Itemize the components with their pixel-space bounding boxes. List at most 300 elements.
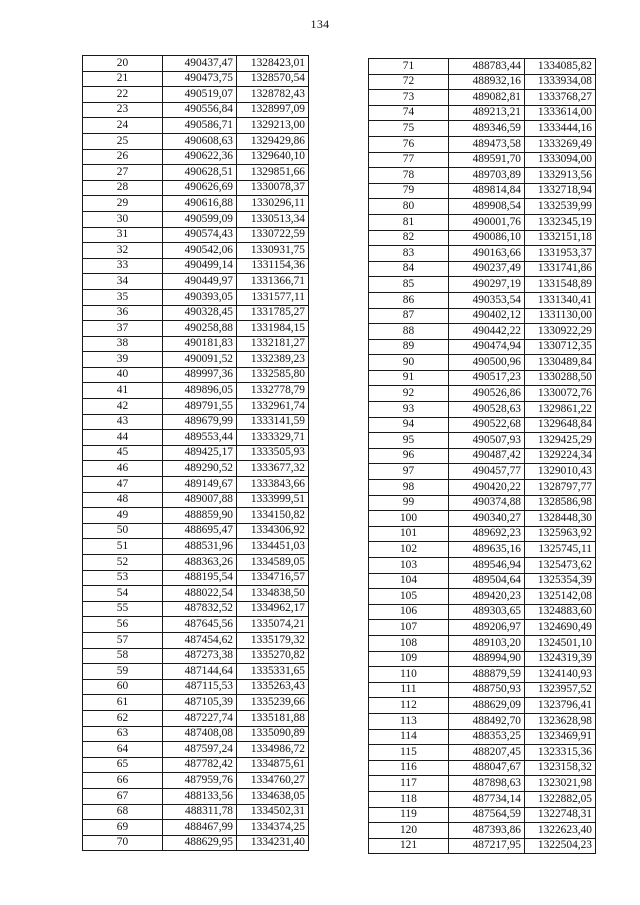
y-coordinate-cell: 1331741,86 bbox=[525, 261, 596, 277]
y-coordinate-cell: 1331340,41 bbox=[525, 292, 596, 308]
y-coordinate-cell: 1329640,10 bbox=[237, 149, 309, 165]
y-coordinate-cell: 1332913,56 bbox=[525, 168, 596, 184]
point-number-cell: 30 bbox=[83, 211, 163, 227]
point-number-cell: 74 bbox=[369, 105, 449, 121]
x-coordinate-cell: 489425,17 bbox=[163, 445, 237, 461]
point-number-cell: 113 bbox=[369, 713, 449, 729]
point-number-cell: 40 bbox=[83, 367, 163, 383]
x-coordinate-cell: 490599,09 bbox=[163, 211, 237, 227]
x-coordinate-cell: 490402,12 bbox=[449, 308, 525, 324]
point-number-cell: 88 bbox=[369, 324, 449, 340]
point-number-cell: 50 bbox=[83, 523, 163, 539]
table-row bbox=[83, 289, 309, 305]
y-coordinate-cell: 1334306,92 bbox=[237, 523, 309, 539]
table-row bbox=[369, 261, 596, 277]
y-coordinate-cell: 1322882,05 bbox=[525, 791, 596, 807]
table-row bbox=[83, 617, 309, 633]
point-number-cell: 55 bbox=[83, 601, 163, 617]
point-number-cell: 66 bbox=[83, 773, 163, 789]
point-number-cell: 78 bbox=[369, 168, 449, 184]
x-coordinate-cell: 487217,95 bbox=[449, 838, 525, 854]
y-coordinate-cell: 1331953,37 bbox=[525, 246, 596, 262]
point-number-cell: 73 bbox=[369, 90, 449, 106]
x-coordinate-cell: 490237,49 bbox=[449, 261, 525, 277]
point-number-cell: 102 bbox=[369, 542, 449, 558]
y-coordinate-cell: 1330296,11 bbox=[237, 196, 309, 212]
x-coordinate-cell: 488783,44 bbox=[449, 59, 525, 75]
table-row bbox=[369, 308, 596, 324]
y-coordinate-cell: 1328586,98 bbox=[525, 495, 596, 511]
point-number-cell: 99 bbox=[369, 495, 449, 511]
table-row bbox=[83, 87, 309, 103]
table-row bbox=[369, 745, 596, 761]
point-number-cell: 72 bbox=[369, 74, 449, 90]
y-coordinate-cell: 1333999,51 bbox=[237, 492, 309, 508]
y-coordinate-cell: 1331577,11 bbox=[237, 289, 309, 305]
point-number-cell: 56 bbox=[83, 617, 163, 633]
table-row bbox=[369, 495, 596, 511]
point-number-cell: 52 bbox=[83, 555, 163, 571]
table-row bbox=[369, 230, 596, 246]
table-row bbox=[83, 601, 309, 617]
point-number-cell: 44 bbox=[83, 430, 163, 446]
x-coordinate-cell: 488353,25 bbox=[449, 729, 525, 745]
point-number-cell: 100 bbox=[369, 511, 449, 527]
table-row bbox=[83, 118, 309, 134]
table-row bbox=[83, 570, 309, 586]
point-number-cell: 65 bbox=[83, 757, 163, 773]
table-row bbox=[369, 729, 596, 745]
coordinates-table-left bbox=[82, 55, 309, 851]
y-coordinate-cell: 1335270,82 bbox=[237, 648, 309, 664]
y-coordinate-cell: 1331130,00 bbox=[525, 308, 596, 324]
y-coordinate-cell: 1323021,98 bbox=[525, 776, 596, 792]
y-coordinate-cell: 1334589,05 bbox=[237, 555, 309, 571]
page-number: 134 bbox=[310, 17, 330, 31]
y-coordinate-cell: 1328997,09 bbox=[237, 102, 309, 118]
y-coordinate-cell: 1329648,84 bbox=[525, 417, 596, 433]
x-coordinate-cell: 490542,06 bbox=[163, 243, 237, 259]
point-number-cell: 33 bbox=[83, 258, 163, 274]
y-coordinate-cell: 1335090,89 bbox=[237, 726, 309, 742]
point-number-cell: 96 bbox=[369, 448, 449, 464]
y-coordinate-cell: 1334986,72 bbox=[237, 742, 309, 758]
point-number-cell: 49 bbox=[83, 508, 163, 524]
point-number-cell: 91 bbox=[369, 370, 449, 386]
point-number-cell: 58 bbox=[83, 648, 163, 664]
point-number-cell: 71 bbox=[369, 59, 449, 75]
table-row bbox=[83, 492, 309, 508]
x-coordinate-cell: 487782,42 bbox=[163, 757, 237, 773]
y-coordinate-cell: 1333934,08 bbox=[525, 74, 596, 90]
x-coordinate-cell: 487227,74 bbox=[163, 710, 237, 726]
table-row bbox=[83, 258, 309, 274]
y-coordinate-cell: 1334451,03 bbox=[237, 539, 309, 555]
point-number-cell: 94 bbox=[369, 417, 449, 433]
point-number-cell: 42 bbox=[83, 399, 163, 415]
x-coordinate-cell: 490420,22 bbox=[449, 480, 525, 496]
y-coordinate-cell: 1332961,74 bbox=[237, 399, 309, 415]
y-coordinate-cell: 1335263,43 bbox=[237, 679, 309, 695]
y-coordinate-cell: 1335179,32 bbox=[237, 632, 309, 648]
point-number-cell: 79 bbox=[369, 183, 449, 199]
y-coordinate-cell: 1331984,15 bbox=[237, 321, 309, 337]
table-row bbox=[369, 74, 596, 90]
table-row bbox=[369, 713, 596, 729]
point-number-cell: 81 bbox=[369, 214, 449, 230]
point-number-cell: 101 bbox=[369, 526, 449, 542]
y-coordinate-cell: 1329213,00 bbox=[237, 118, 309, 134]
x-coordinate-cell: 489635,16 bbox=[449, 542, 525, 558]
table-row bbox=[369, 448, 596, 464]
y-coordinate-cell: 1322748,31 bbox=[525, 807, 596, 823]
y-coordinate-cell: 1334716,57 bbox=[237, 570, 309, 586]
y-coordinate-cell: 1329425,29 bbox=[525, 433, 596, 449]
y-coordinate-cell: 1330712,35 bbox=[525, 339, 596, 355]
point-number-cell: 35 bbox=[83, 289, 163, 305]
y-coordinate-cell: 1324140,93 bbox=[525, 667, 596, 683]
table-row bbox=[83, 508, 309, 524]
table-row bbox=[83, 102, 309, 118]
x-coordinate-cell: 488492,70 bbox=[449, 713, 525, 729]
point-number-cell: 53 bbox=[83, 570, 163, 586]
x-coordinate-cell: 490437,47 bbox=[163, 56, 237, 72]
table-row bbox=[83, 710, 309, 726]
point-number-cell: 104 bbox=[369, 573, 449, 589]
x-coordinate-cell: 489420,23 bbox=[449, 589, 525, 605]
x-coordinate-cell: 490522,68 bbox=[449, 417, 525, 433]
x-coordinate-cell: 490626,69 bbox=[163, 180, 237, 196]
table-row bbox=[369, 370, 596, 386]
y-coordinate-cell: 1333141,59 bbox=[237, 414, 309, 430]
x-coordinate-cell: 490297,19 bbox=[449, 277, 525, 293]
table-row bbox=[83, 523, 309, 539]
x-coordinate-cell: 490507,93 bbox=[449, 433, 525, 449]
table-row bbox=[83, 648, 309, 664]
y-coordinate-cell: 1333094,00 bbox=[525, 152, 596, 168]
x-coordinate-cell: 488531,96 bbox=[163, 539, 237, 555]
table-row bbox=[83, 336, 309, 352]
x-coordinate-cell: 488363,26 bbox=[163, 555, 237, 571]
table-row bbox=[83, 461, 309, 477]
x-coordinate-cell: 489103,20 bbox=[449, 635, 525, 651]
table-row bbox=[369, 339, 596, 355]
x-coordinate-cell: 489504,64 bbox=[449, 573, 525, 589]
y-coordinate-cell: 1325963,92 bbox=[525, 526, 596, 542]
table-row bbox=[369, 402, 596, 418]
y-coordinate-cell: 1334760,27 bbox=[237, 773, 309, 789]
table-row bbox=[83, 726, 309, 742]
y-coordinate-cell: 1334085,82 bbox=[525, 59, 596, 75]
table-row bbox=[369, 511, 596, 527]
y-coordinate-cell: 1323957,52 bbox=[525, 682, 596, 698]
y-coordinate-cell: 1325354,39 bbox=[525, 573, 596, 589]
table-row bbox=[369, 823, 596, 839]
point-number-cell: 115 bbox=[369, 745, 449, 761]
point-number-cell: 63 bbox=[83, 726, 163, 742]
point-number-cell: 31 bbox=[83, 227, 163, 243]
y-coordinate-cell: 1325142,08 bbox=[525, 589, 596, 605]
point-number-cell: 108 bbox=[369, 635, 449, 651]
table-row bbox=[83, 695, 309, 711]
point-number-cell: 61 bbox=[83, 695, 163, 711]
y-coordinate-cell: 1332389,23 bbox=[237, 352, 309, 368]
point-number-cell: 37 bbox=[83, 321, 163, 337]
y-coordinate-cell: 1329851,66 bbox=[237, 165, 309, 181]
x-coordinate-cell: 489007,88 bbox=[163, 492, 237, 508]
y-coordinate-cell: 1333444,16 bbox=[525, 121, 596, 137]
x-coordinate-cell: 489703,89 bbox=[449, 168, 525, 184]
x-coordinate-cell: 488879,59 bbox=[449, 667, 525, 683]
point-number-cell: 25 bbox=[83, 133, 163, 149]
table-row bbox=[83, 227, 309, 243]
table-row bbox=[369, 90, 596, 106]
table-row bbox=[369, 682, 596, 698]
point-number-cell: 76 bbox=[369, 136, 449, 152]
point-number-cell: 112 bbox=[369, 698, 449, 714]
y-coordinate-cell: 1330489,84 bbox=[525, 355, 596, 371]
y-coordinate-cell: 1324501,10 bbox=[525, 635, 596, 651]
point-number-cell: 82 bbox=[369, 230, 449, 246]
table-row bbox=[83, 430, 309, 446]
x-coordinate-cell: 489553,44 bbox=[163, 430, 237, 446]
y-coordinate-cell: 1325473,62 bbox=[525, 558, 596, 574]
x-coordinate-cell: 490616,88 bbox=[163, 196, 237, 212]
table-row bbox=[369, 292, 596, 308]
point-number-cell: 21 bbox=[83, 71, 163, 87]
y-coordinate-cell: 1323469,91 bbox=[525, 729, 596, 745]
y-coordinate-cell: 1334962,17 bbox=[237, 601, 309, 617]
table-row bbox=[369, 464, 596, 480]
table-row bbox=[369, 59, 596, 75]
x-coordinate-cell: 490163,66 bbox=[449, 246, 525, 262]
x-coordinate-cell: 490328,45 bbox=[163, 305, 237, 321]
y-coordinate-cell: 1323796,41 bbox=[525, 698, 596, 714]
x-coordinate-cell: 490499,14 bbox=[163, 258, 237, 274]
y-coordinate-cell: 1330922,29 bbox=[525, 324, 596, 340]
table-row bbox=[83, 71, 309, 87]
point-number-cell: 105 bbox=[369, 589, 449, 605]
table-row bbox=[83, 679, 309, 695]
y-coordinate-cell: 1334875,61 bbox=[237, 757, 309, 773]
x-coordinate-cell: 489896,05 bbox=[163, 383, 237, 399]
point-number-cell: 117 bbox=[369, 776, 449, 792]
table-row bbox=[369, 620, 596, 636]
table-row bbox=[369, 604, 596, 620]
table-row bbox=[83, 586, 309, 602]
point-number-cell: 93 bbox=[369, 402, 449, 418]
x-coordinate-cell: 489082,81 bbox=[449, 90, 525, 106]
y-coordinate-cell: 1328423,01 bbox=[237, 56, 309, 72]
point-number-cell: 107 bbox=[369, 620, 449, 636]
table-row bbox=[369, 807, 596, 823]
table-row bbox=[83, 773, 309, 789]
x-coordinate-cell: 488629,95 bbox=[163, 835, 237, 851]
y-coordinate-cell: 1324883,60 bbox=[525, 604, 596, 620]
x-coordinate-cell: 487408,08 bbox=[163, 726, 237, 742]
point-number-cell: 97 bbox=[369, 464, 449, 480]
point-number-cell: 85 bbox=[369, 277, 449, 293]
y-coordinate-cell: 1330072,76 bbox=[525, 386, 596, 402]
x-coordinate-cell: 490608,63 bbox=[163, 133, 237, 149]
y-coordinate-cell: 1331154,36 bbox=[237, 258, 309, 274]
point-number-cell: 80 bbox=[369, 199, 449, 215]
point-number-cell: 27 bbox=[83, 165, 163, 181]
table-row bbox=[369, 386, 596, 402]
point-number-cell: 68 bbox=[83, 804, 163, 820]
x-coordinate-cell: 490374,88 bbox=[449, 495, 525, 511]
table-row bbox=[369, 698, 596, 714]
y-coordinate-cell: 1332151,18 bbox=[525, 230, 596, 246]
x-coordinate-cell: 490181,83 bbox=[163, 336, 237, 352]
x-coordinate-cell: 489791,55 bbox=[163, 399, 237, 415]
table-row bbox=[369, 152, 596, 168]
table-row bbox=[369, 573, 596, 589]
x-coordinate-cell: 490457,77 bbox=[449, 464, 525, 480]
point-number-cell: 69 bbox=[83, 820, 163, 836]
x-coordinate-cell: 489346,59 bbox=[449, 121, 525, 137]
x-coordinate-cell: 490574,43 bbox=[163, 227, 237, 243]
point-number-cell: 57 bbox=[83, 632, 163, 648]
x-coordinate-cell: 487832,52 bbox=[163, 601, 237, 617]
point-number-cell: 29 bbox=[83, 196, 163, 212]
x-coordinate-cell: 490258,88 bbox=[163, 321, 237, 337]
point-number-cell: 46 bbox=[83, 461, 163, 477]
point-number-cell: 70 bbox=[83, 835, 163, 851]
point-number-cell: 38 bbox=[83, 336, 163, 352]
point-number-cell: 110 bbox=[369, 667, 449, 683]
point-number-cell: 106 bbox=[369, 604, 449, 620]
x-coordinate-cell: 488932,16 bbox=[449, 74, 525, 90]
table-row bbox=[83, 274, 309, 290]
table-row bbox=[83, 383, 309, 399]
table-row bbox=[369, 121, 596, 137]
y-coordinate-cell: 1333329,71 bbox=[237, 430, 309, 446]
point-number-cell: 98 bbox=[369, 480, 449, 496]
y-coordinate-cell: 1332539,99 bbox=[525, 199, 596, 215]
x-coordinate-cell: 490622,36 bbox=[163, 149, 237, 165]
point-number-cell: 121 bbox=[369, 838, 449, 854]
table-row bbox=[369, 214, 596, 230]
point-number-cell: 23 bbox=[83, 102, 163, 118]
x-coordinate-cell: 488133,56 bbox=[163, 788, 237, 804]
point-number-cell: 119 bbox=[369, 807, 449, 823]
table-row bbox=[83, 180, 309, 196]
point-number-cell: 109 bbox=[369, 651, 449, 667]
x-coordinate-cell: 490086,10 bbox=[449, 230, 525, 246]
table-row bbox=[369, 183, 596, 199]
point-number-cell: 28 bbox=[83, 180, 163, 196]
x-coordinate-cell: 487393,86 bbox=[449, 823, 525, 839]
x-coordinate-cell: 490528,63 bbox=[449, 402, 525, 418]
x-coordinate-cell: 488695,47 bbox=[163, 523, 237, 539]
x-coordinate-cell: 489814,84 bbox=[449, 183, 525, 199]
point-number-cell: 95 bbox=[369, 433, 449, 449]
y-coordinate-cell: 1334638,05 bbox=[237, 788, 309, 804]
y-coordinate-cell: 1330722,59 bbox=[237, 227, 309, 243]
table-row bbox=[83, 399, 309, 415]
table-row bbox=[83, 539, 309, 555]
x-coordinate-cell: 490353,54 bbox=[449, 292, 525, 308]
x-coordinate-cell: 487454,62 bbox=[163, 632, 237, 648]
table-row bbox=[369, 635, 596, 651]
x-coordinate-cell: 489692,23 bbox=[449, 526, 525, 542]
y-coordinate-cell: 1324319,39 bbox=[525, 651, 596, 667]
x-coordinate-cell: 489546,94 bbox=[449, 558, 525, 574]
point-number-cell: 90 bbox=[369, 355, 449, 371]
point-number-cell: 86 bbox=[369, 292, 449, 308]
y-coordinate-cell: 1329861,22 bbox=[525, 402, 596, 418]
x-coordinate-cell: 488629,09 bbox=[449, 698, 525, 714]
point-number-cell: 116 bbox=[369, 760, 449, 776]
table-row bbox=[83, 477, 309, 493]
y-coordinate-cell: 1334150,82 bbox=[237, 508, 309, 524]
y-coordinate-cell: 1330513,34 bbox=[237, 211, 309, 227]
point-number-cell: 111 bbox=[369, 682, 449, 698]
point-number-cell: 34 bbox=[83, 274, 163, 290]
table-row bbox=[369, 105, 596, 121]
table-row bbox=[83, 757, 309, 773]
x-coordinate-cell: 487734,14 bbox=[449, 791, 525, 807]
x-coordinate-cell: 487105,39 bbox=[163, 695, 237, 711]
table-row bbox=[369, 667, 596, 683]
y-coordinate-cell: 1332181,27 bbox=[237, 336, 309, 352]
point-number-cell: 120 bbox=[369, 823, 449, 839]
y-coordinate-cell: 1328797,77 bbox=[525, 480, 596, 496]
point-number-cell: 59 bbox=[83, 664, 163, 680]
point-number-cell: 45 bbox=[83, 445, 163, 461]
table-row bbox=[369, 760, 596, 776]
table-row bbox=[369, 542, 596, 558]
table-row bbox=[83, 352, 309, 368]
y-coordinate-cell: 1332778,79 bbox=[237, 383, 309, 399]
x-coordinate-cell: 490091,52 bbox=[163, 352, 237, 368]
x-coordinate-cell: 490473,75 bbox=[163, 71, 237, 87]
y-coordinate-cell: 1335181,88 bbox=[237, 710, 309, 726]
x-coordinate-cell: 489290,52 bbox=[163, 461, 237, 477]
y-coordinate-cell: 1330078,37 bbox=[237, 180, 309, 196]
table-row bbox=[83, 367, 309, 383]
y-coordinate-cell: 1332345,19 bbox=[525, 214, 596, 230]
x-coordinate-cell: 487898,63 bbox=[449, 776, 525, 792]
point-number-cell: 22 bbox=[83, 87, 163, 103]
y-coordinate-cell: 1328448,30 bbox=[525, 511, 596, 527]
y-coordinate-cell: 1333614,00 bbox=[525, 105, 596, 121]
point-number-cell: 84 bbox=[369, 261, 449, 277]
table-row bbox=[83, 133, 309, 149]
table-row bbox=[83, 211, 309, 227]
y-coordinate-cell: 1328570,54 bbox=[237, 71, 309, 87]
x-coordinate-cell: 488859,90 bbox=[163, 508, 237, 524]
x-coordinate-cell: 489206,97 bbox=[449, 620, 525, 636]
y-coordinate-cell: 1333768,27 bbox=[525, 90, 596, 106]
y-coordinate-cell: 1333843,66 bbox=[237, 477, 309, 493]
table-row bbox=[83, 804, 309, 820]
point-number-cell: 92 bbox=[369, 386, 449, 402]
x-coordinate-cell: 490393,05 bbox=[163, 289, 237, 305]
table-row bbox=[369, 324, 596, 340]
x-coordinate-cell: 490628,51 bbox=[163, 165, 237, 181]
x-coordinate-cell: 489303,65 bbox=[449, 604, 525, 620]
x-coordinate-cell: 490487,42 bbox=[449, 448, 525, 464]
point-number-cell: 47 bbox=[83, 477, 163, 493]
x-coordinate-cell: 487273,38 bbox=[163, 648, 237, 664]
table-row bbox=[369, 480, 596, 496]
y-coordinate-cell: 1333677,32 bbox=[237, 461, 309, 477]
x-coordinate-cell: 489213,21 bbox=[449, 105, 525, 121]
table-row bbox=[83, 555, 309, 571]
x-coordinate-cell: 487115,53 bbox=[163, 679, 237, 695]
